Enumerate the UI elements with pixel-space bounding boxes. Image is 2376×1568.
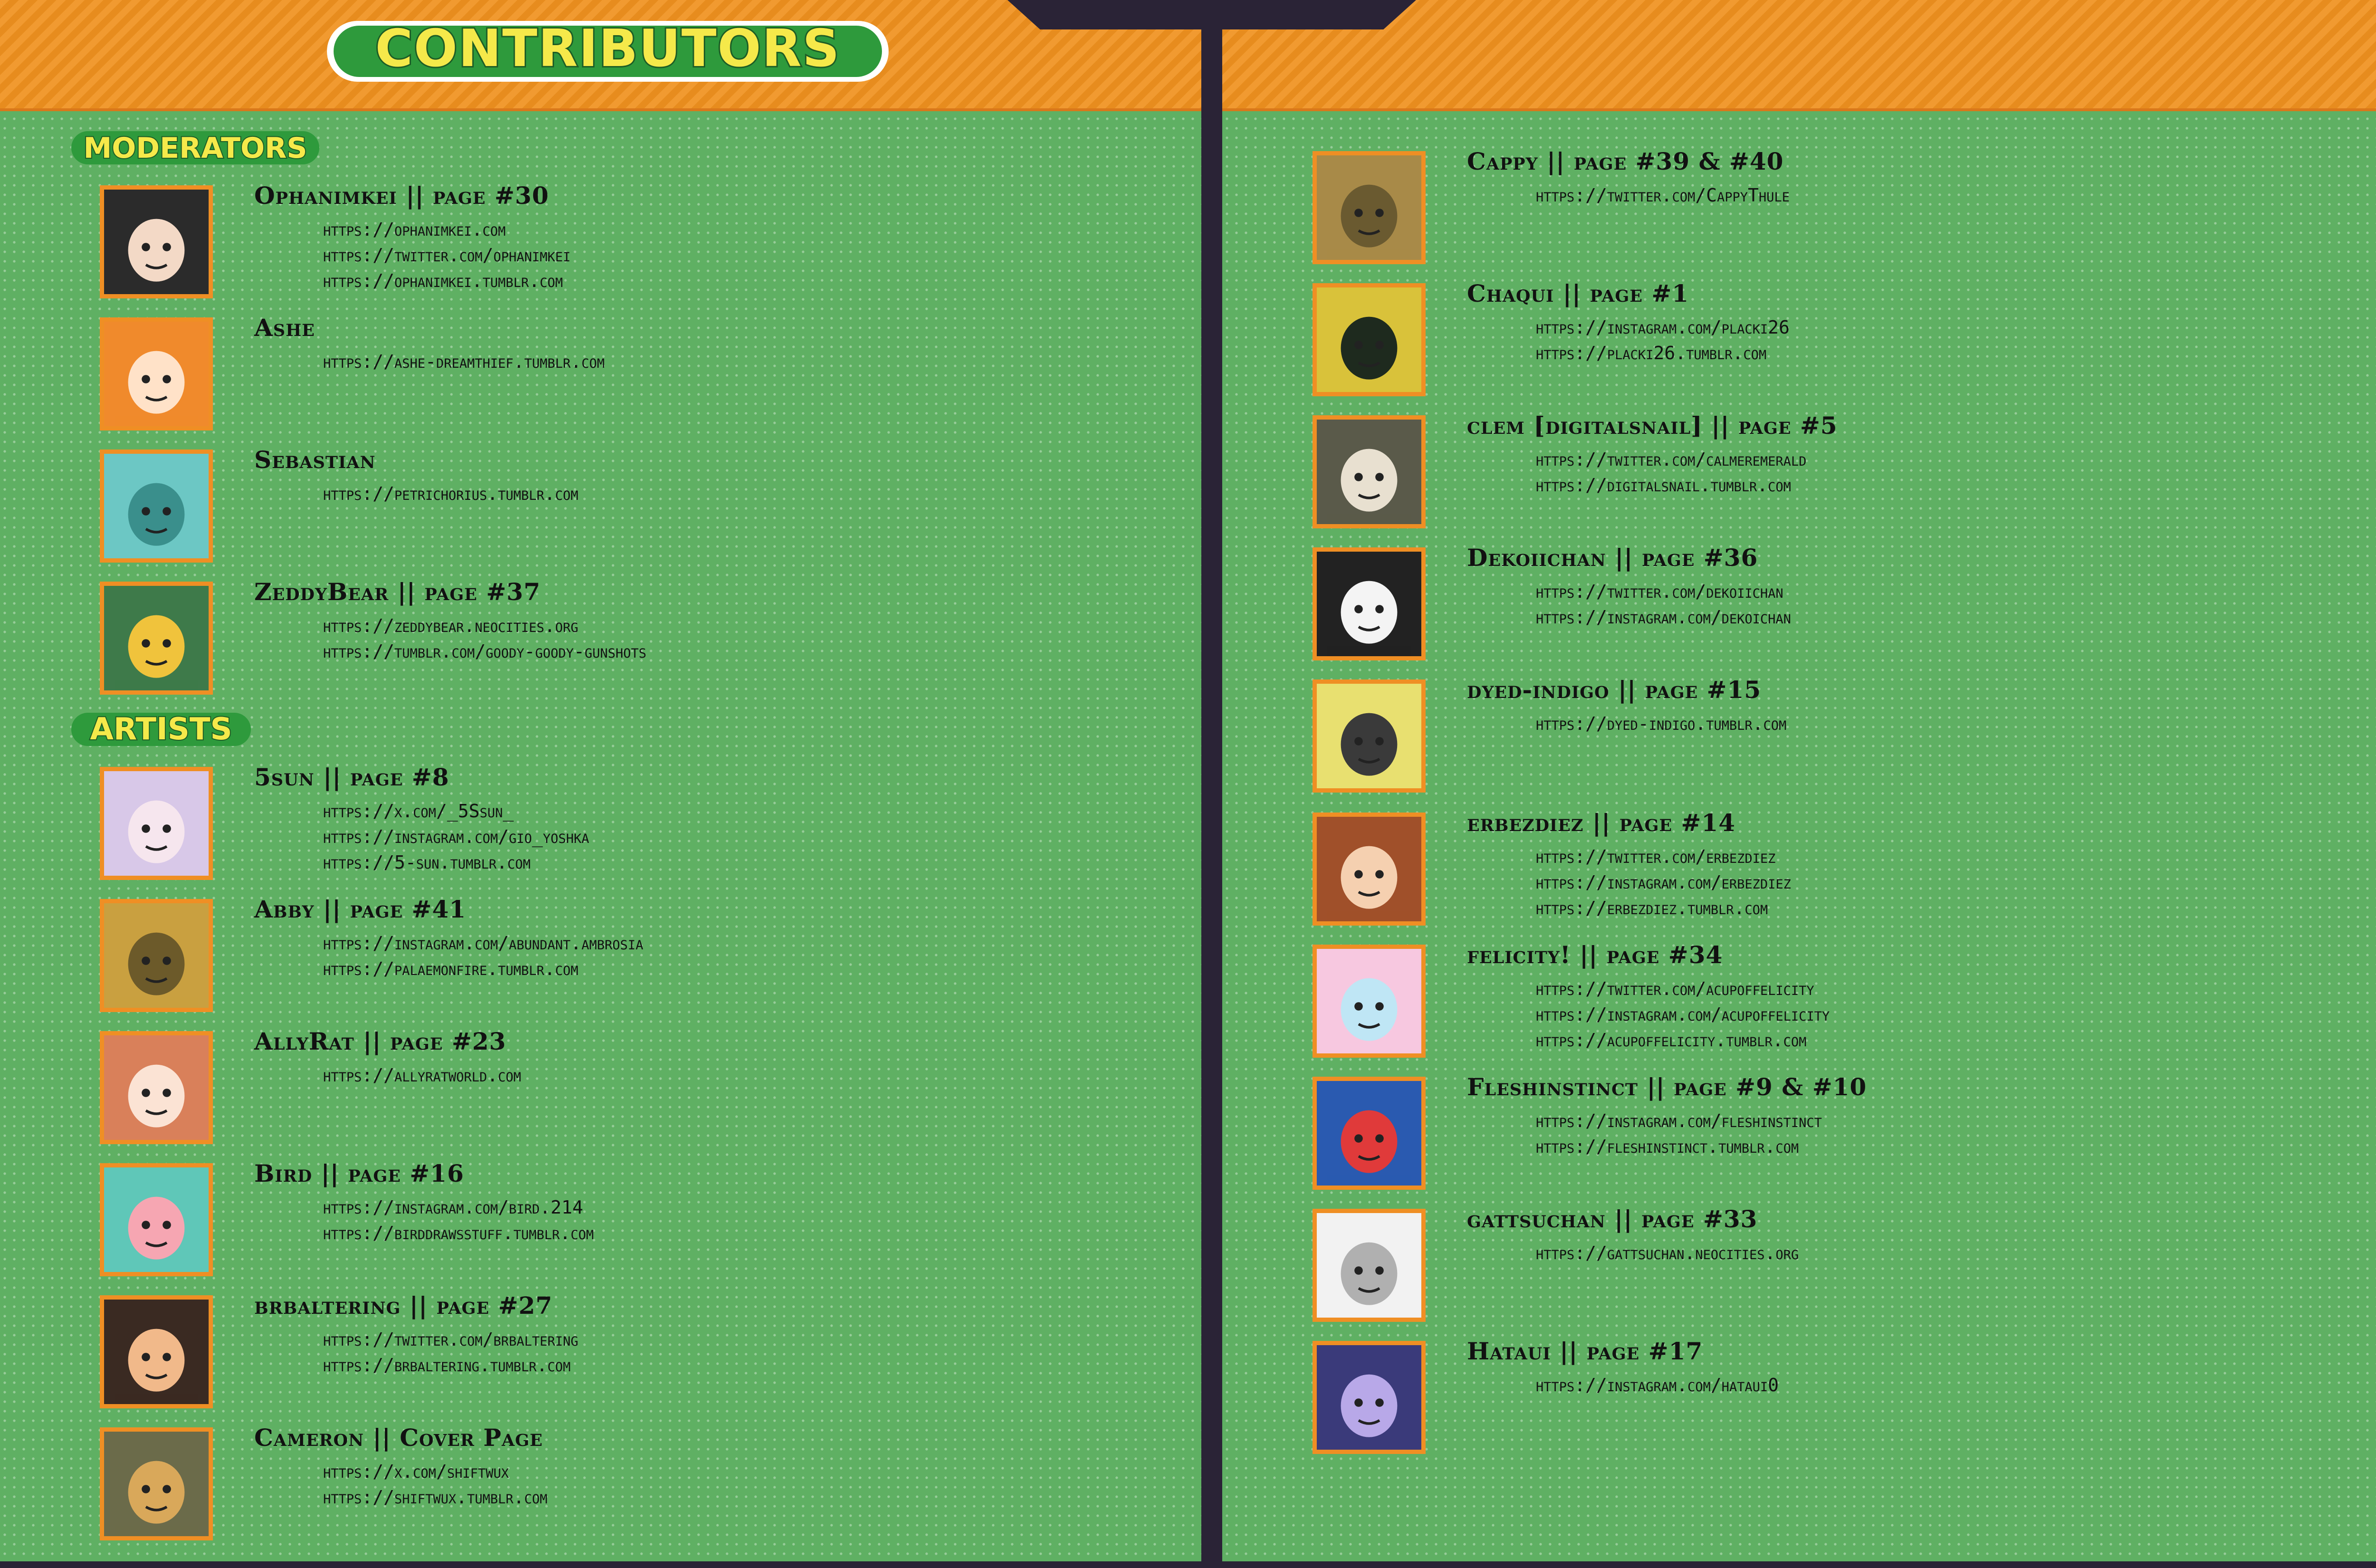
- contributor-link[interactable]: https://x.com/_5Ssun_: [323, 801, 514, 822]
- avatar: [100, 1295, 213, 1408]
- avatar: [1313, 283, 1426, 396]
- contributor-entry: [1313, 544, 2376, 666]
- section-artists-label: ARTISTS: [90, 712, 232, 747]
- avatar: [100, 767, 213, 880]
- contributor-link[interactable]: https://petrichorius.tumblr.com: [323, 483, 579, 504]
- right-page: [1222, 0, 2376, 1561]
- contributor-links: [323, 798, 589, 875]
- avatar: [100, 449, 213, 563]
- contributor-link[interactable]: https://instagram.com/abundant.ambrosia: [323, 933, 643, 954]
- contributor-entry: [1313, 809, 2376, 931]
- contributor-link[interactable]: https://twitter.com/erbezdiez: [1536, 846, 1776, 867]
- contributor-link[interactable]: https://instagram.com/placki26: [1536, 317, 1790, 338]
- blue-red-monster-avatar: [1317, 1081, 1421, 1186]
- teal-haired-avatar: [104, 454, 209, 558]
- contributor-links: [1536, 1240, 1799, 1266]
- contributor-link[interactable]: https://twitter.com/acupoffelicity: [1536, 978, 1814, 999]
- contributor-entry: [100, 314, 1193, 436]
- contributor-entry: [1313, 676, 2376, 798]
- teal-haired-glasses-avatar: [104, 1167, 209, 1272]
- orange-haired-chef-avatar: [104, 322, 209, 426]
- contributor-link[interactable]: https://fleshinstinct.tumblr.com: [1536, 1136, 1799, 1157]
- pink-haired-girl-avatar: [1317, 949, 1421, 1053]
- contributor-name: Bird || page #16: [254, 1159, 464, 1187]
- avatar: [1313, 679, 1426, 793]
- brown-haired-girl-avatar: [1317, 817, 1421, 921]
- contributor-links: [323, 613, 646, 664]
- contributor-entry: [1313, 279, 2376, 402]
- page-gutter: [1201, 0, 1222, 1568]
- avatar: [100, 1163, 213, 1276]
- contributor-entry: [1313, 1337, 2376, 1460]
- contributor-name: Fleshinstinct || page #9 & #10: [1467, 1073, 1867, 1101]
- contributor-name: Dekoiichan || page #36: [1467, 544, 1758, 572]
- contributor-links: [323, 930, 643, 982]
- contributor-link[interactable]: https://palaemonfire.tumblr.com: [323, 958, 579, 979]
- contributor-link[interactable]: https://twitter.com/brbaltering: [323, 1329, 579, 1350]
- contributor-links: [1536, 1108, 1822, 1159]
- page-title-text: CONTRIBUTORS: [375, 19, 841, 78]
- avatar: [100, 1031, 213, 1144]
- curly-blonde-elf-avatar: [104, 903, 209, 1008]
- contributor-links: [323, 1459, 547, 1510]
- avatar: [100, 899, 213, 1012]
- contributor-links: [323, 217, 571, 294]
- contributor-name: 5sun || page #8: [254, 763, 450, 791]
- contributor-links: [323, 481, 578, 507]
- contributor-entry: [100, 1159, 1193, 1282]
- contributor-link[interactable]: https://twitter.com/calmeremerald: [1536, 449, 1807, 470]
- glasses-character-avatar: [1317, 684, 1421, 788]
- contributor-link[interactable]: https://instagram.com/dekoichan: [1536, 607, 1792, 628]
- contributor-link[interactable]: https://5-sun.tumblr.com: [323, 852, 531, 873]
- contributor-entry: [100, 895, 1193, 1018]
- contributor-link[interactable]: https://acupoffelicity.tumblr.com: [1536, 1030, 1807, 1051]
- contributor-name: Cappy || page #39 & #40: [1467, 147, 1784, 175]
- avatar: [100, 317, 213, 430]
- glasses-girl-avatar: [104, 1035, 209, 1140]
- avatar: [1313, 1209, 1426, 1322]
- black-haired-girl-avatar: [104, 190, 209, 294]
- contributor-link[interactable]: https://twitter.com/dekoiichan: [1536, 581, 1783, 602]
- avatar: [100, 1427, 213, 1540]
- contributor-link[interactable]: https://twitter.com/ophanimkei: [323, 245, 571, 266]
- contributor-entry: [1313, 147, 2376, 270]
- section-moderators: [70, 128, 320, 166]
- contributor-entry: [100, 1424, 1193, 1546]
- contributor-link[interactable]: https://ophanimkei.com: [323, 219, 506, 240]
- contributor-links: [1536, 579, 1791, 630]
- contributor-entry: [1313, 411, 2376, 534]
- witch-hat-girl-avatar: [1317, 420, 1421, 524]
- contributor-name: Ophanimkei || page #30: [254, 182, 549, 210]
- contributor-links: [1536, 447, 1807, 498]
- contributor-link[interactable]: https://twitter.com/CappyThule: [1536, 185, 1790, 206]
- green-horned-character-avatar: [104, 586, 209, 690]
- contributor-link[interactable]: https://placki26.tumblr.com: [1536, 343, 1767, 363]
- contributor-link[interactable]: https://x.com/shiftwux: [323, 1461, 509, 1482]
- lavender-haired-avatar: [104, 771, 209, 876]
- avatar: [1313, 415, 1426, 528]
- contributor-links: [1536, 182, 1790, 208]
- contributor-entry: [1313, 941, 2376, 1063]
- title-badge: [323, 16, 892, 86]
- sketch-character-avatar: [1317, 1213, 1421, 1318]
- contributor-link[interactable]: https://instagram.com/bird.214: [323, 1197, 584, 1218]
- helmeted-character-avatar: [104, 1432, 209, 1536]
- contributor-link[interactable]: https://instagram.com/gio_yoshka: [323, 826, 589, 847]
- contributor-link[interactable]: https://digitalsnail.tumblr.com: [1536, 475, 1792, 496]
- avatar: [1313, 1341, 1426, 1454]
- contributor-link[interactable]: https://instagram.com/erbezdiez: [1536, 872, 1792, 893]
- contributor-name: dyed-indigo || page #15: [1467, 676, 1762, 704]
- avatar: [1313, 813, 1426, 926]
- page-title: [323, 16, 892, 86]
- contributor-link[interactable]: https://instagram.com/fleshinstinct: [1536, 1110, 1822, 1131]
- contributor-link[interactable]: https://shiftwux.tumblr.com: [323, 1487, 548, 1508]
- contributor-link[interactable]: https://birddrawsstuff.tumblr.com: [323, 1223, 594, 1243]
- contributor-link[interactable]: https://zeddybear.neocities.org: [323, 615, 579, 636]
- contributor-name: Ashe: [254, 314, 315, 342]
- section-moderators-label: MODERATORS: [83, 132, 307, 165]
- contributor-link[interactable]: https://tumblr.com/goody-goody-gunshots: [323, 641, 647, 662]
- contributor-entry: [100, 763, 1193, 886]
- avatar: [1313, 547, 1426, 660]
- dark-haired-smiling-avatar: [104, 1300, 209, 1404]
- top-notch: [1007, 0, 1416, 29]
- contributor-link[interactable]: https://gattsuchan.neocities.org: [1536, 1243, 1799, 1263]
- contributor-entry: [100, 1291, 1193, 1414]
- contributor-name: ZeddyBear || page #37: [254, 578, 541, 606]
- contributor-links: [1536, 844, 1791, 921]
- contributor-name: AllyRat || page #23: [254, 1027, 507, 1055]
- contributor-links: [323, 349, 604, 374]
- contributor-link[interactable]: https://erbezdiez.tumblr.com: [1536, 898, 1768, 918]
- contributor-name: clem [digitalsnail] || page #5: [1467, 411, 1838, 440]
- avatar: [1313, 945, 1426, 1058]
- contributor-link[interactable]: https://ashe-dreamthief.tumblr.com: [323, 351, 605, 372]
- contributor-entry: [100, 578, 1193, 700]
- avatar: [100, 185, 213, 298]
- contributor-link[interactable]: https://instagram.com/acupoffelicity: [1536, 1004, 1830, 1025]
- sepia-character-avatar: [1317, 155, 1421, 260]
- section-artists: [70, 710, 252, 748]
- contributor-name: brbaltering || page #27: [254, 1291, 553, 1319]
- contributor-links: [1536, 315, 1790, 366]
- contributor-name: Abby || page #41: [254, 895, 466, 923]
- contributor-name: gattsuchan || page #33: [1467, 1205, 1758, 1233]
- contributor-links: [1536, 976, 1830, 1053]
- contributor-link[interactable]: https://brbaltering.tumblr.com: [323, 1355, 571, 1376]
- avatar: [1313, 1077, 1426, 1190]
- contributor-entry: [1313, 1073, 2376, 1195]
- contributor-links: [323, 1195, 594, 1246]
- contributor-link[interactable]: https://allyratworld.com: [323, 1065, 521, 1086]
- avatar: [1313, 151, 1426, 264]
- contributor-entry: [100, 1027, 1193, 1150]
- contributor-links: [1536, 1372, 1779, 1398]
- jellyfish-avatar: [1317, 1345, 1421, 1450]
- yellow-green-character-avatar: [1317, 287, 1421, 392]
- contributor-name: Cameron || Cover Page: [254, 1424, 543, 1452]
- contributor-name: Sebastian: [254, 446, 376, 474]
- monochrome-long-hair-avatar: [1317, 552, 1421, 656]
- contributor-links: [323, 1327, 578, 1378]
- contributor-link[interactable]: https://dyed-indigo.tumblr.com: [1536, 713, 1787, 734]
- contributor-link[interactable]: https://instagram.com/hataui0: [1536, 1375, 1779, 1396]
- contributor-name: felicity! || page #34: [1467, 941, 1723, 969]
- contributor-links: [1536, 711, 1786, 736]
- contributor-links: [323, 1062, 521, 1088]
- contributor-name: Chaqui || page #1: [1467, 279, 1689, 307]
- contributor-entry: [100, 182, 1193, 304]
- contributor-name: Hataui || page #17: [1467, 1337, 1703, 1365]
- contributor-link[interactable]: https://ophanimkei.tumblr.com: [323, 270, 563, 291]
- contributor-entry: [100, 446, 1193, 568]
- contributor-entry: [1313, 1205, 2376, 1328]
- avatar: [100, 582, 213, 695]
- contributor-name: erbezdiez || page #14: [1467, 809, 1736, 837]
